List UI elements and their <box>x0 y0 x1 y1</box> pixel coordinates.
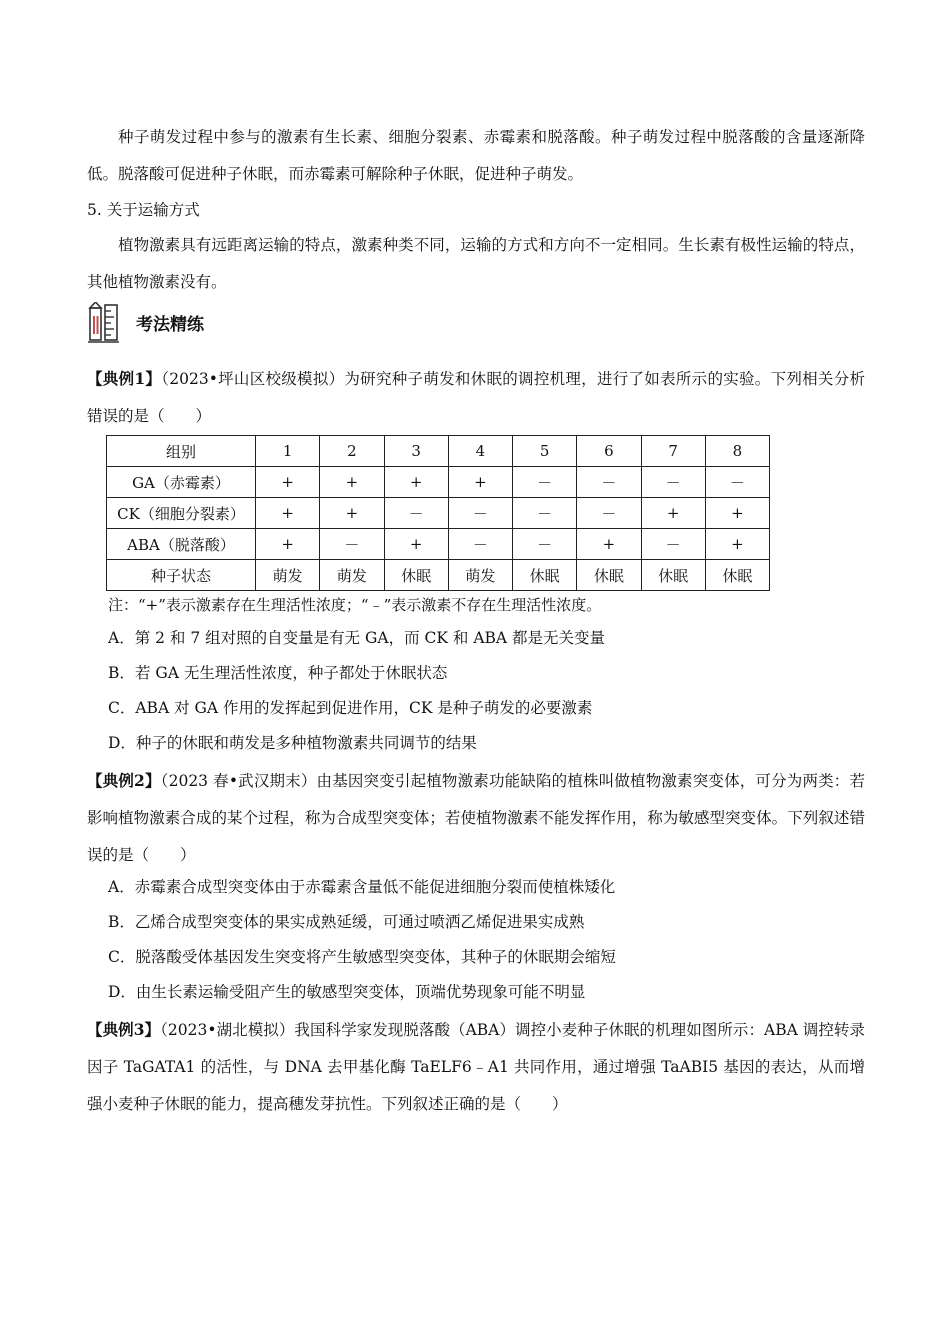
table-cell: + <box>320 467 384 498</box>
table-cell: － <box>320 529 384 560</box>
example-1-option-a: A．第 2 和 7 组对照的自变量是有无 GA，而 CK 和 ABA 都是无关变量 <box>108 629 606 647</box>
table-cell: － <box>513 529 577 560</box>
table-cell: － <box>448 498 512 529</box>
table-row <box>107 529 770 560</box>
table-cell: － <box>513 467 577 498</box>
intro-paragraph-1: 种子萌发过程中参与的激素有生长素、细胞分裂素、赤霉素和脱落酸。种子萌发过程中脱落酸的含量逐渐降低。脱落酸可促进种子休眠，而赤霉素可解除种子休眠，促进种子萌发。 <box>87 128 865 183</box>
example-2-option-b: B．乙烯合成型突变体的果实成熟延缓，可通过喷洒乙烯促进果实成熟 <box>108 913 585 931</box>
example-3-stem: 【典例3】（2023•湖北模拟）我国科学家发现脱落酸（ABA）调控小麦种子休眠的机理如图所示：ABA 调控转录因子 TaGATA1 的活性，与 DNA 去甲基化酶 TaELF6﹣A1 共同作用，通过增强 TaABI5 基因的表达，从而增强小麦种子休眠的能力，提高穗发芽抗性。下列叙述正确的是（ ） <box>87 1020 865 1113</box>
table-cell: － <box>448 529 512 560</box>
table-row <box>107 498 770 529</box>
example-2-option-c: C．脱落酸受体基因发生突变将产生敏感型突变体，其种子的休眠期会缩短 <box>108 948 616 966</box>
table-cell: + <box>577 529 641 560</box>
table-cell: 7 <box>641 436 705 467</box>
table-cell: + <box>320 498 384 529</box>
example-1-stem: 【典例1】（2023•坪山区校级模拟）为研究种子萌发和休眠的调控机理，进行了如表所示的实验。下列相关分析错误的是（ ） <box>87 369 865 425</box>
example-1-option-b: B．若 GA 无生理活性浓度，种子都处于休眠状态 <box>108 664 448 682</box>
experiment-table <box>106 435 770 591</box>
table-cell: + <box>448 467 512 498</box>
table-cell: － <box>513 498 577 529</box>
table-cell: 2 <box>320 436 384 467</box>
example-2-option-a: A．赤霉素合成型突变体由于赤霉素含量低不能促进细胞分裂而使植株矮化 <box>108 878 616 896</box>
table-cell: 种子状态 <box>107 560 256 591</box>
table-cell: ABA（脱落酸） <box>107 529 256 560</box>
table-cell: 1 <box>256 436 320 467</box>
table-cell: + <box>705 529 769 560</box>
example-2-stem: 【典例2】（2023 春•武汉期末）由基因突变引起植物激素功能缺陷的植株叫做植物激素突变体，可分为两类：若影响植物激素合成的某个过程，称为合成型突变体；若使植物激素不能发挥作用，称为敏感型突变体。下列叙述错误的是（ ） <box>87 771 865 864</box>
table-cell: CK（细胞分裂素） <box>107 498 256 529</box>
table-note: 注：“+”表示激素存在生理活性浓度；“﹣”表示激素不存在生理活性浓度。 <box>108 596 602 614</box>
table-cell: － <box>641 467 705 498</box>
table-cell: 8 <box>705 436 769 467</box>
table-cell: 5 <box>513 436 577 467</box>
table-cell: － <box>577 467 641 498</box>
table-cell: 组别 <box>107 436 256 467</box>
table-cell: 萌发 <box>256 560 320 591</box>
table-cell: 休眠 <box>577 560 641 591</box>
example-1-label: 【典例1】 <box>87 369 162 388</box>
example-1-option-c: C．ABA 对 GA 作用的发挥起到促进作用，CK 是种子萌发的必要激素 <box>108 699 593 717</box>
table-cell: + <box>256 498 320 529</box>
table-cell: － <box>641 529 705 560</box>
example-2-label: 【典例2】 <box>87 771 161 790</box>
table-cell: 萌发 <box>448 560 512 591</box>
example-2-option-d: D．由生长素运输受阻产生的敏感型突变体，顶端优势现象可能不明显 <box>108 983 586 1001</box>
section-heading <box>88 300 388 344</box>
table-header-row <box>107 436 770 467</box>
table-cell: 3 <box>384 436 448 467</box>
table-cell: + <box>384 467 448 498</box>
table-cell: 休眠 <box>641 560 705 591</box>
table-cell: － <box>705 467 769 498</box>
table-cell: 4 <box>448 436 512 467</box>
intro-paragraph-2: 植物激素具有远距离运输的特点，激素种类不同，运输的方式和方向不一定相同。生长素有极性运输的特点，其他植物激素没有。 <box>87 236 865 291</box>
table-cell: GA（赤霉素） <box>107 467 256 498</box>
table-cell: + <box>705 498 769 529</box>
table-cell: 休眠 <box>705 560 769 591</box>
table-cell: 萌发 <box>320 560 384 591</box>
table-cell: + <box>641 498 705 529</box>
table-row <box>107 560 770 591</box>
table-cell: + <box>256 467 320 498</box>
pencil-ruler-icon <box>88 302 120 344</box>
example-3-label: 【典例3】 <box>87 1020 161 1039</box>
example-1-option-d: D．种子的休眠和萌发是多种植物激素共同调节的结果 <box>108 734 477 752</box>
table-cell: + <box>384 529 448 560</box>
heading-transport: 5. 关于运输方式 <box>87 201 200 219</box>
table-cell: － <box>384 498 448 529</box>
table-cell: + <box>256 529 320 560</box>
table-row <box>107 467 770 498</box>
table-cell: 6 <box>577 436 641 467</box>
table-cell: － <box>577 498 641 529</box>
section-title: 考法精练 <box>136 315 204 335</box>
table-cell: 休眠 <box>513 560 577 591</box>
table-cell: 休眠 <box>384 560 448 591</box>
